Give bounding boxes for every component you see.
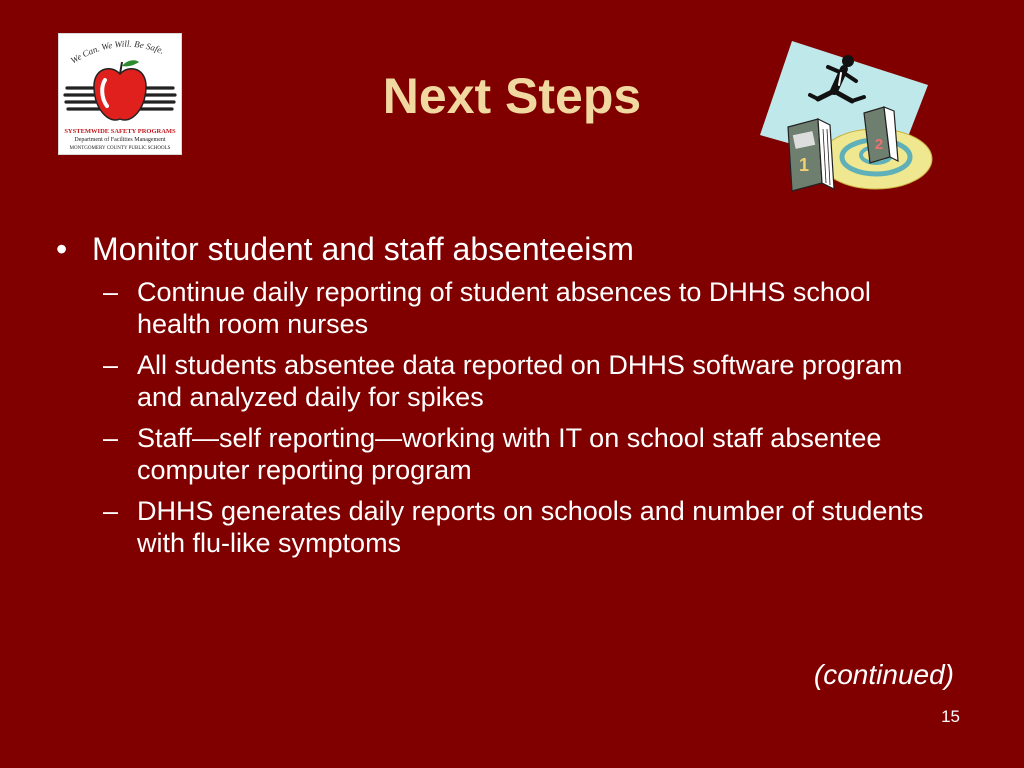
sub-bullet-text: Staff—self reporting—working with IT on school staff absentee computer reporting program [137,423,882,485]
sub-bullet-marker: – [103,350,119,380]
bullet-text: Monitor student and staff absenteeism [92,231,634,267]
sub-bullet-text: Continue daily reporting of student absences to DHHS school health room nurses [137,277,871,339]
sub-bullet-list [56,276,956,559]
man-jumping-between-books-icon [752,33,934,193]
book-one-label: 1 [798,155,810,175]
book-one-icon [788,119,834,191]
clipart-illustration [752,33,934,193]
book-two-label: 2 [874,136,884,153]
sub-bullet-text: All students absentee data reported on DHHS software program and analyzed daily for spikes [137,350,903,412]
book-two-icon [864,107,898,163]
bullet-item [56,226,956,272]
sub-bullet-item [103,276,956,340]
logo-tagline: We Can. We Will. Be Safe. [68,38,166,66]
continued-label: (continued) [813,659,954,690]
slide-body [56,226,956,568]
sub-bullet-text: DHHS generates daily reports on schools and number of students with flu-like symptoms [137,496,924,558]
page-number: 15 [941,707,960,726]
slide-title: Next Steps [382,68,642,124]
apple-hands-logo-icon [59,34,181,154]
sub-bullet-item [103,495,956,559]
sub-bullet-item [103,422,956,486]
bullet-marker: • [56,231,68,267]
safety-program-logo [58,33,182,155]
logo-department: Department of Facilities Management [74,137,166,143]
logo-district: MONTGOMERY COUNTY PUBLIC SCHOOLS [69,146,171,151]
sub-bullet-item [103,349,956,413]
sub-bullet-marker: – [103,423,119,453]
sub-bullet-marker: – [103,277,119,307]
sub-bullet-marker: – [103,496,119,526]
logo-program-name: SYSTEMWIDE SAFETY PROGRAMS [64,128,176,135]
